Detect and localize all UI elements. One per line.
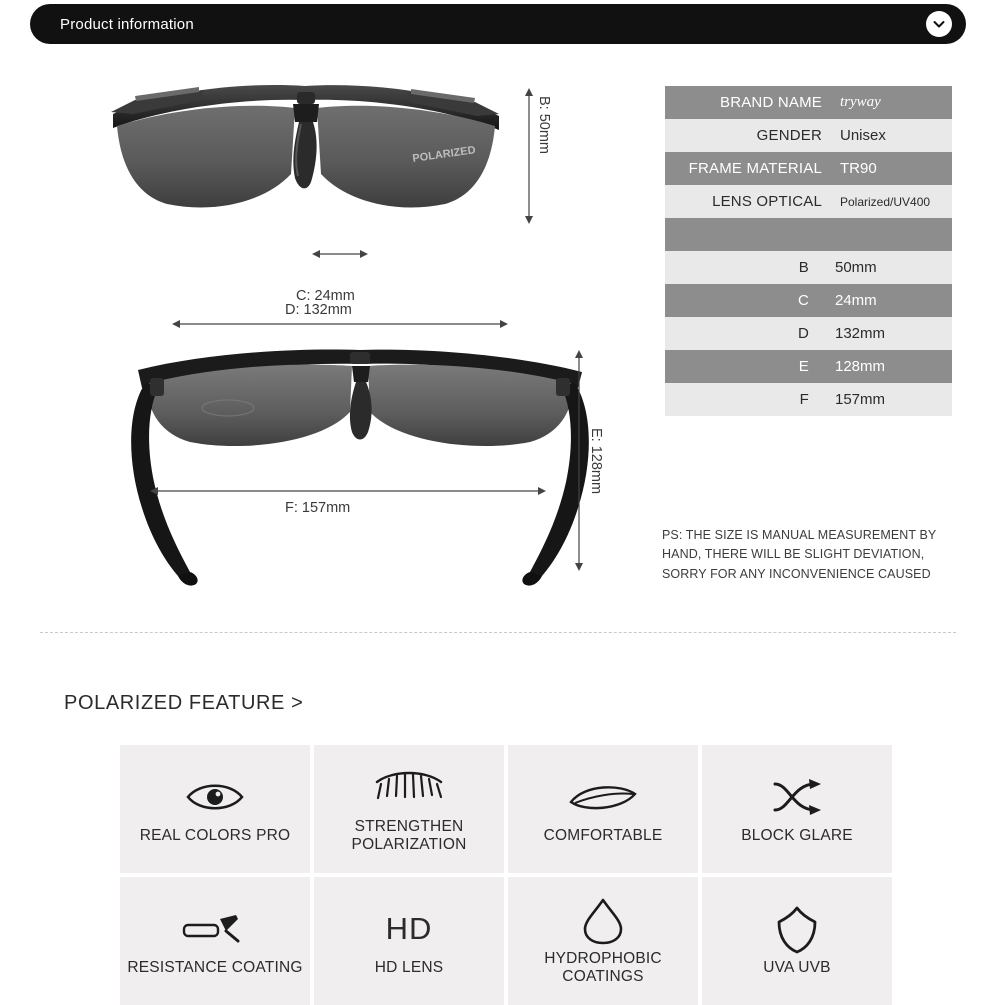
feature-item-hd-lens xyxy=(314,877,504,1005)
specification-table xyxy=(665,86,952,416)
eye-icon xyxy=(184,769,246,825)
table-row xyxy=(665,284,952,317)
table-row xyxy=(665,185,952,218)
spec-value: Polarized/UV400 xyxy=(840,194,931,209)
spec-label: B xyxy=(798,259,809,276)
feature-label: HD LENS xyxy=(374,959,444,977)
spec-value: 157mm xyxy=(835,391,886,408)
feature-label: UVA UVB xyxy=(763,959,831,977)
feature-item-resistance-coating xyxy=(120,877,310,1005)
table-row xyxy=(665,152,952,185)
dimension-label-b: B: 50mm xyxy=(536,96,552,155)
measurement-disclaimer-note: PS: THE SIZE IS MANUAL MEASUREMENT BY HAND, THERE WILL BE SLIGHT DEVIATION, SORRY FOR ANY INCONVENIENCE CAUSED xyxy=(662,528,937,581)
table-row xyxy=(665,317,952,350)
spec-label: D xyxy=(797,325,809,342)
section-divider xyxy=(40,632,956,633)
feature-label: STRENGTHEN POLARIZATION xyxy=(351,818,467,853)
feature-item-real-colors-pro xyxy=(120,745,310,873)
spec-label: F xyxy=(799,391,809,408)
feature-label: REAL COLORS PRO xyxy=(139,827,291,845)
table-row xyxy=(665,251,952,284)
table-row xyxy=(665,86,952,119)
feature-label: HYDROPHOBIC COATINGS xyxy=(544,950,662,985)
spec-value: Unisex xyxy=(840,127,886,144)
leaf-icon xyxy=(567,769,639,825)
dimension-line-f xyxy=(148,483,548,499)
hammer-icon xyxy=(180,901,250,957)
spec-value: 128mm xyxy=(835,358,886,375)
feature-item-hydrophobic-coatings xyxy=(508,877,698,1005)
dimension-label-d: D: 132mm xyxy=(285,302,352,318)
product-diagram-section xyxy=(0,48,996,628)
water-drop-icon xyxy=(580,892,626,948)
spec-label: C xyxy=(797,292,809,309)
feature-item-block-glare xyxy=(702,745,892,873)
spec-label xyxy=(665,218,830,251)
spec-value: 24mm xyxy=(835,292,877,309)
feature-item-strengthen-polarization xyxy=(314,745,504,873)
dimension-label-c: C: 24mm xyxy=(296,288,355,304)
svg-text:POLARIZED: POLARIZED xyxy=(411,144,477,165)
dimension-line-e xyxy=(570,348,588,573)
product-information-header[interactable] xyxy=(30,4,966,44)
table-row xyxy=(665,383,952,416)
dimension-line-c xyxy=(310,246,370,262)
sunglasses-front-view-image xyxy=(95,78,515,278)
hd-text-icon: HD xyxy=(385,911,433,947)
feature-label: COMFORTABLE xyxy=(543,827,663,845)
polarized-feature-title: POLARIZED FEATURE > xyxy=(64,692,304,714)
dimension-label-f: F: 157mm xyxy=(285,500,351,516)
crossing-arrows-icon xyxy=(769,769,825,825)
feature-label: BLOCK GLARE xyxy=(741,827,853,845)
spec-label: FRAME MATERIAL xyxy=(688,160,822,177)
sunglasses-top-view-image xyxy=(120,348,600,598)
chevron-down-icon[interactable] xyxy=(926,11,952,37)
spec-value: TR90 xyxy=(840,160,877,177)
spec-value: 132mm xyxy=(835,325,886,342)
feature-label: RESISTANCE COATING xyxy=(127,959,303,977)
spec-value: 50mm xyxy=(835,259,877,276)
table-row xyxy=(665,350,952,383)
page-title: Product information xyxy=(60,15,194,33)
feature-item-uva-uvb xyxy=(702,877,892,1005)
table-row-spacer xyxy=(665,218,952,251)
table-row xyxy=(665,119,952,152)
spec-label: GENDER xyxy=(756,127,822,144)
spec-label: LENS OPTICAL xyxy=(712,193,822,210)
spec-label: E xyxy=(798,358,809,375)
feature-grid xyxy=(120,745,880,1005)
shield-icon xyxy=(775,901,819,957)
feature-item-comfortable xyxy=(508,745,698,873)
spec-label: BRAND NAME xyxy=(719,94,822,111)
dimension-line-d xyxy=(170,316,510,332)
spec-value: tryway xyxy=(840,94,881,110)
dimension-label-e: E: 128mm xyxy=(588,428,604,495)
spec-value xyxy=(830,218,952,251)
eyelash-icon xyxy=(371,760,447,816)
